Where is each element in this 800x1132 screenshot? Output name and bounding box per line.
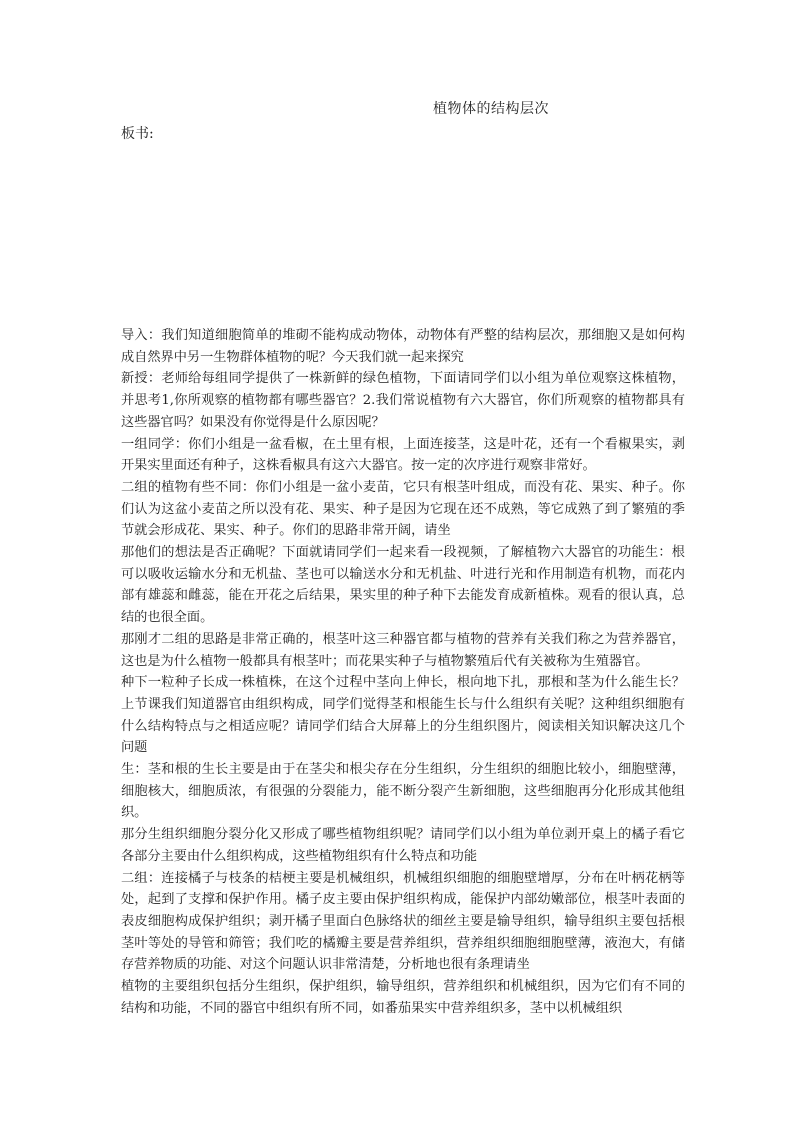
paragraph-intro: 导入：我们知道细胞简单的堆砌不能构成动物体，动物体有严整的结构层次，那细胞又是如何构成自然界中另一生物群体植物的呢？今天我们就一起来探究 [121,328,685,365]
document-body [121,325,685,1020]
paragraph-meristem: 生：茎和根的生长主要是由于在茎尖和根尖存在分生组织，分生组织的细胞比较小，细胞壁薄，细胞核大，细胞质浓，有很强的分裂能力，能不断分裂产生新细胞，这些细胞再分化形成其他组织。 [121,762,685,821]
paragraph-group-two: 二组的植物有些不同：你们小组是一盆小麦苗，它只有根茎叶组成，而没有花、果实、种子。你们认为这盆小麦苗之所以没有花、果实、种子是因为它现在还不成熟，等它成熟了到了繁殖的季节就会形成花、果实、种子。你们的思路非常开阔，请坐 [121,479,685,539]
document-title: 植物体的结构层次 [433,101,549,117]
paragraph-video: 那他们的想法是否正确呢？下面就请同学们一起来看一段视频，了解植物六大器官的功能生：根可以吸收运输水分和无机盐、茎也可以输送水分和无机盐、叶进行光和作用制造有机物，而花内部有雄蕊和雌蕊，能在开花之后结果，果实里的种子种下去能发育成新植株。观看的很认真，总结的也很全面。 [121,545,685,626]
board-label: 板书: [121,126,154,142]
paragraph-growth: 种下一粒种子长成一株植株，在这个过程中茎向上伸长，根向地下扎，那根和茎为什么能生长？上节课我们知道器官由组织构成，同学们觉得茎和根能生长与什么组织有关呢？这种组织细胞有什么结构特点与之相适应呢？请同学们结合大屏幕上的分生组织图片，阅读相关知识解决这几个问题 [121,675,685,756]
paragraph-new-lesson: 新授：老师给每组同学提供了一株新鲜的绿色植物，下面请同学们以小组为单位观察这株植物，并思考1,你所观察的植物都有哪些器官？2.我们常说植物有六大器官，你们所观察的植物都具有这些器官吗？如果没有你觉得是什么原因呢？ [121,371,685,430]
paragraph-group-two-answer: 二组：连接橘子与枝条的桔梗主要是机械组织，机械组织细胞的细胞壁增厚，分布在叶柄花柄等处，起到了支撑和保护作用。橘子皮主要由保护组织构成，能保护内部幼嫩部位，根茎叶表面的表皮细胞构成保护组织；剥开橘子里面白色脉络状的细丝主要是输导组织，输导组织主要包括根茎叶等处的导管和筛管；我们吃的橘瓣主要是营养组织，营养组织细胞细胞壁薄，液泡大，有储存营养物质的功能、对这个问题认识非常清楚，分析地也很有条理请坐 [121,870,685,973]
paragraph-group-one: 一组同学：你们小组是一盆看椒，在土里有根，上面连接茎，这是叶花，还有一个看椒果实，剥开果实里面还有种子，这株看椒具有这六大器官。按一定的次序进行观察非常好。 [121,436,685,474]
paragraph-summary: 植物的主要组织包括分生组织，保护组织，输导组织，营养组织和机械组织，因为它们有不同的结构和功能，不同的器官中组织有所不同，如番茄果实中营养组织多，茎中以机械组织 [121,979,685,1016]
paragraph-tissues-question: 那分生组织细胞分裂分化又形成了哪些植物组织呢？请同学们以小组为单位剥开桌上的橘子看它各部分主要由什么组织构成，这些植物组织有什么特点和功能 [121,827,685,864]
paragraph-organs: 那刚才二组的思路是非常正确的，根茎叶这三种器官都与植物的营养有关我们称之为营养器官，这也是为什么植物一般都具有根茎叶；而花果实种子与植物繁殖后代有关被称为生殖器官。 [121,631,685,669]
